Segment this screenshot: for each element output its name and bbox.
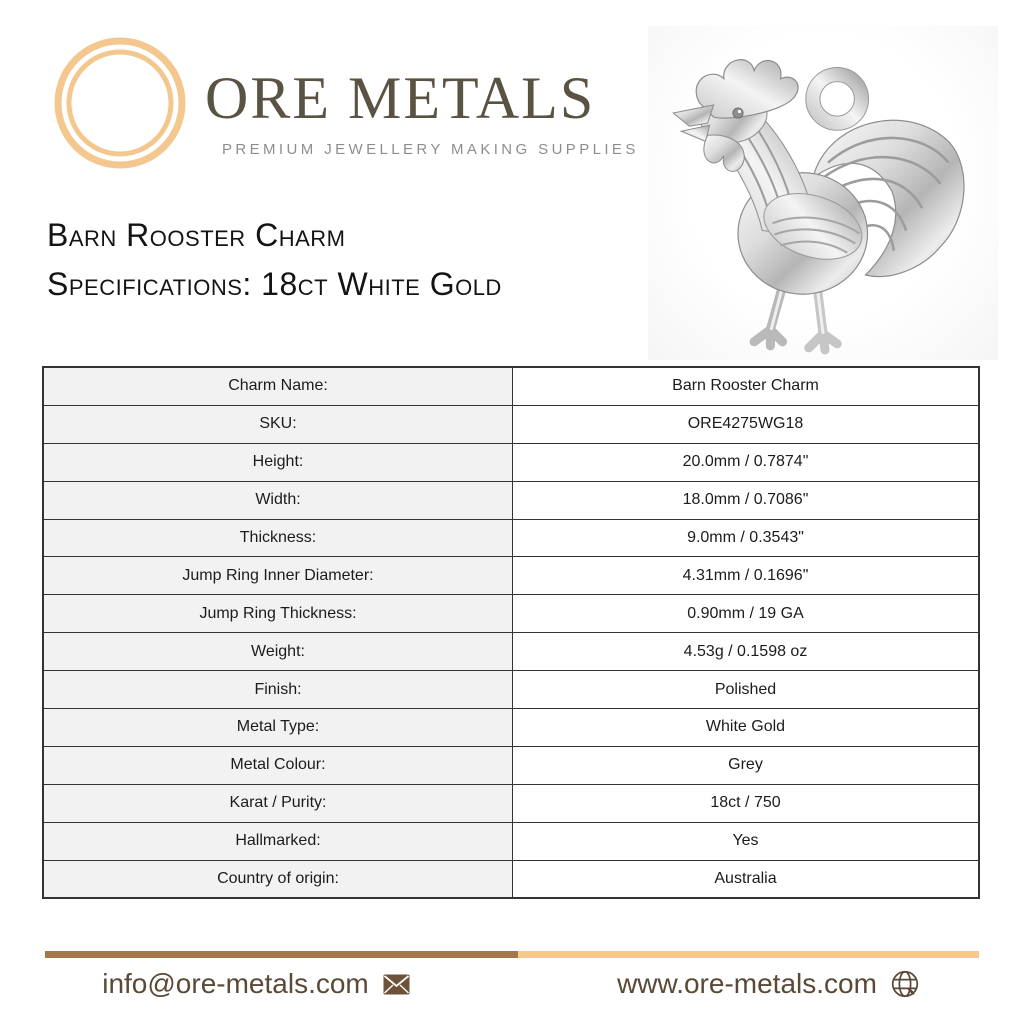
logo-rings-icon [53, 36, 187, 170]
spec-label: Finish: [43, 671, 513, 709]
table-row [43, 367, 979, 405]
divider-right-segment [518, 951, 979, 958]
website-link[interactable] [512, 963, 1024, 1005]
spec-label: Hallmarked: [43, 822, 513, 860]
email-link[interactable] [0, 963, 512, 1005]
website-text: www.ore-metals.com [617, 968, 877, 999]
spec-label: SKU: [43, 405, 513, 443]
spec-value: 20.0mm / 0.7874" [513, 443, 980, 481]
spec-value: 0.90mm / 19 GA [513, 595, 980, 633]
spec-value: 18.0mm / 0.7086" [513, 481, 980, 519]
table-row [43, 443, 979, 481]
table-row [43, 633, 979, 671]
table-row [43, 709, 979, 747]
spec-label: Weight: [43, 633, 513, 671]
table-row [43, 784, 979, 822]
spec-table-body [43, 367, 979, 898]
spec-label: Metal Type: [43, 709, 513, 747]
table-row [43, 671, 979, 709]
spec-value: 4.31mm / 0.1696" [513, 557, 980, 595]
spec-label: Height: [43, 443, 513, 481]
footer [0, 963, 1024, 1005]
spec-label: Jump Ring Thickness: [43, 595, 513, 633]
title-block [47, 219, 502, 300]
brand-tagline: PREMIUM JEWELLERY MAKING SUPPLIES [222, 141, 639, 158]
spec-label: Country of origin: [43, 860, 513, 898]
spec-label: Jump Ring Inner Diameter: [43, 557, 513, 595]
spec-value: 4.53g / 0.1598 oz [513, 633, 980, 671]
table-row [43, 481, 979, 519]
table-row [43, 822, 979, 860]
spec-value: Barn Rooster Charm [513, 367, 980, 405]
table-row [43, 595, 979, 633]
spec-value: 18ct / 750 [513, 784, 980, 822]
product-subtitle: Specifications: 18ct White Gold [47, 266, 502, 302]
spec-table [42, 366, 980, 899]
email-text: info@ore-metals.com [102, 968, 369, 999]
table-row [43, 557, 979, 595]
spec-value: White Gold [513, 709, 980, 747]
table-row [43, 860, 979, 898]
spec-value: ORE4275WG18 [513, 405, 980, 443]
table-row [43, 405, 979, 443]
spec-label: Charm Name: [43, 367, 513, 405]
spec-label: Karat / Purity: [43, 784, 513, 822]
envelope-icon [383, 974, 410, 995]
spec-value: Grey [513, 746, 980, 784]
spec-label: Thickness: [43, 519, 513, 557]
spec-label: Metal Colour: [43, 746, 513, 784]
spec-value: Australia [513, 860, 980, 898]
spec-label: Width: [43, 481, 513, 519]
product-title: Barn Rooster Charm [47, 217, 346, 253]
product-photo [648, 26, 998, 360]
table-row [43, 519, 979, 557]
divider-left-segment [45, 951, 518, 958]
globe-icon [891, 970, 919, 998]
rooster-charm-image [648, 26, 998, 360]
footer-divider [45, 951, 979, 958]
spec-value: Yes [513, 822, 980, 860]
brand-name: ORE METALS [205, 65, 596, 131]
spec-value: 9.0mm / 0.3543" [513, 519, 980, 557]
table-row [43, 746, 979, 784]
spec-value: Polished [513, 671, 980, 709]
